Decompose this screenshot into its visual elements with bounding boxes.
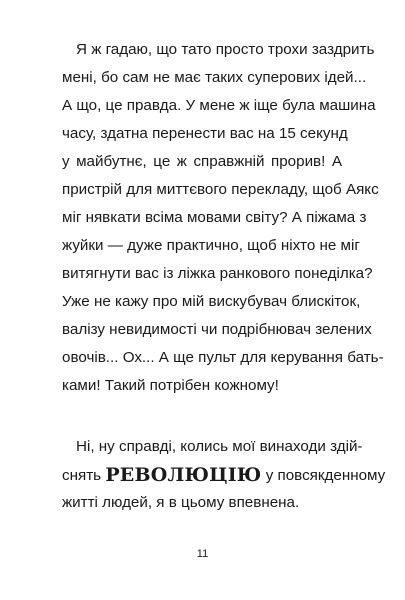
text-line: мені, бо сам не має таких суперових ідей... bbox=[62, 69, 367, 86]
text-segment: снять bbox=[62, 467, 102, 484]
text-line-with-emphasis bbox=[62, 464, 386, 486]
text-line: А що, це правда. У мене ж іще була машина bbox=[62, 97, 376, 114]
emphasized-word: РЕВОЛЮЦІЮ bbox=[105, 464, 262, 486]
text-line: ками! Такий потрібен кожному! bbox=[62, 377, 279, 394]
text-line: жуйки — дуже практично, щоб ніхто не міг bbox=[62, 237, 360, 254]
text-line: витягнути вас із ліжка ранкового понеділка? bbox=[62, 265, 373, 282]
text-segment: у повсякденному bbox=[265, 467, 386, 484]
text-line: овочів... Ох... А ще пульт для керування бать- bbox=[62, 349, 384, 366]
text-line: Ні, ну справді, колись мої винаходи здій- bbox=[76, 438, 363, 455]
text-line: пристрій для миттєвого перекладу, щоб Аякс bbox=[62, 181, 379, 198]
text-line: часу, здатна перенести вас на 15 секунд bbox=[62, 125, 348, 142]
page-number: 11 bbox=[196, 548, 209, 560]
text-line: міг нявкати всіма мовами світу? А піжама з bbox=[62, 209, 367, 226]
text-line: Уже не кажу про мій вискубувач блискіток, bbox=[62, 293, 361, 310]
text-line: валізу невидимості чи подрібнювач зелених bbox=[62, 321, 372, 338]
text-line: житті людей, я в цьому впевнена. bbox=[62, 494, 300, 511]
text-line: у майбутнє, це ж справжній прорив! А bbox=[62, 153, 342, 170]
text-line: Я ж гадаю, що тато просто трохи заздрить bbox=[76, 41, 375, 58]
